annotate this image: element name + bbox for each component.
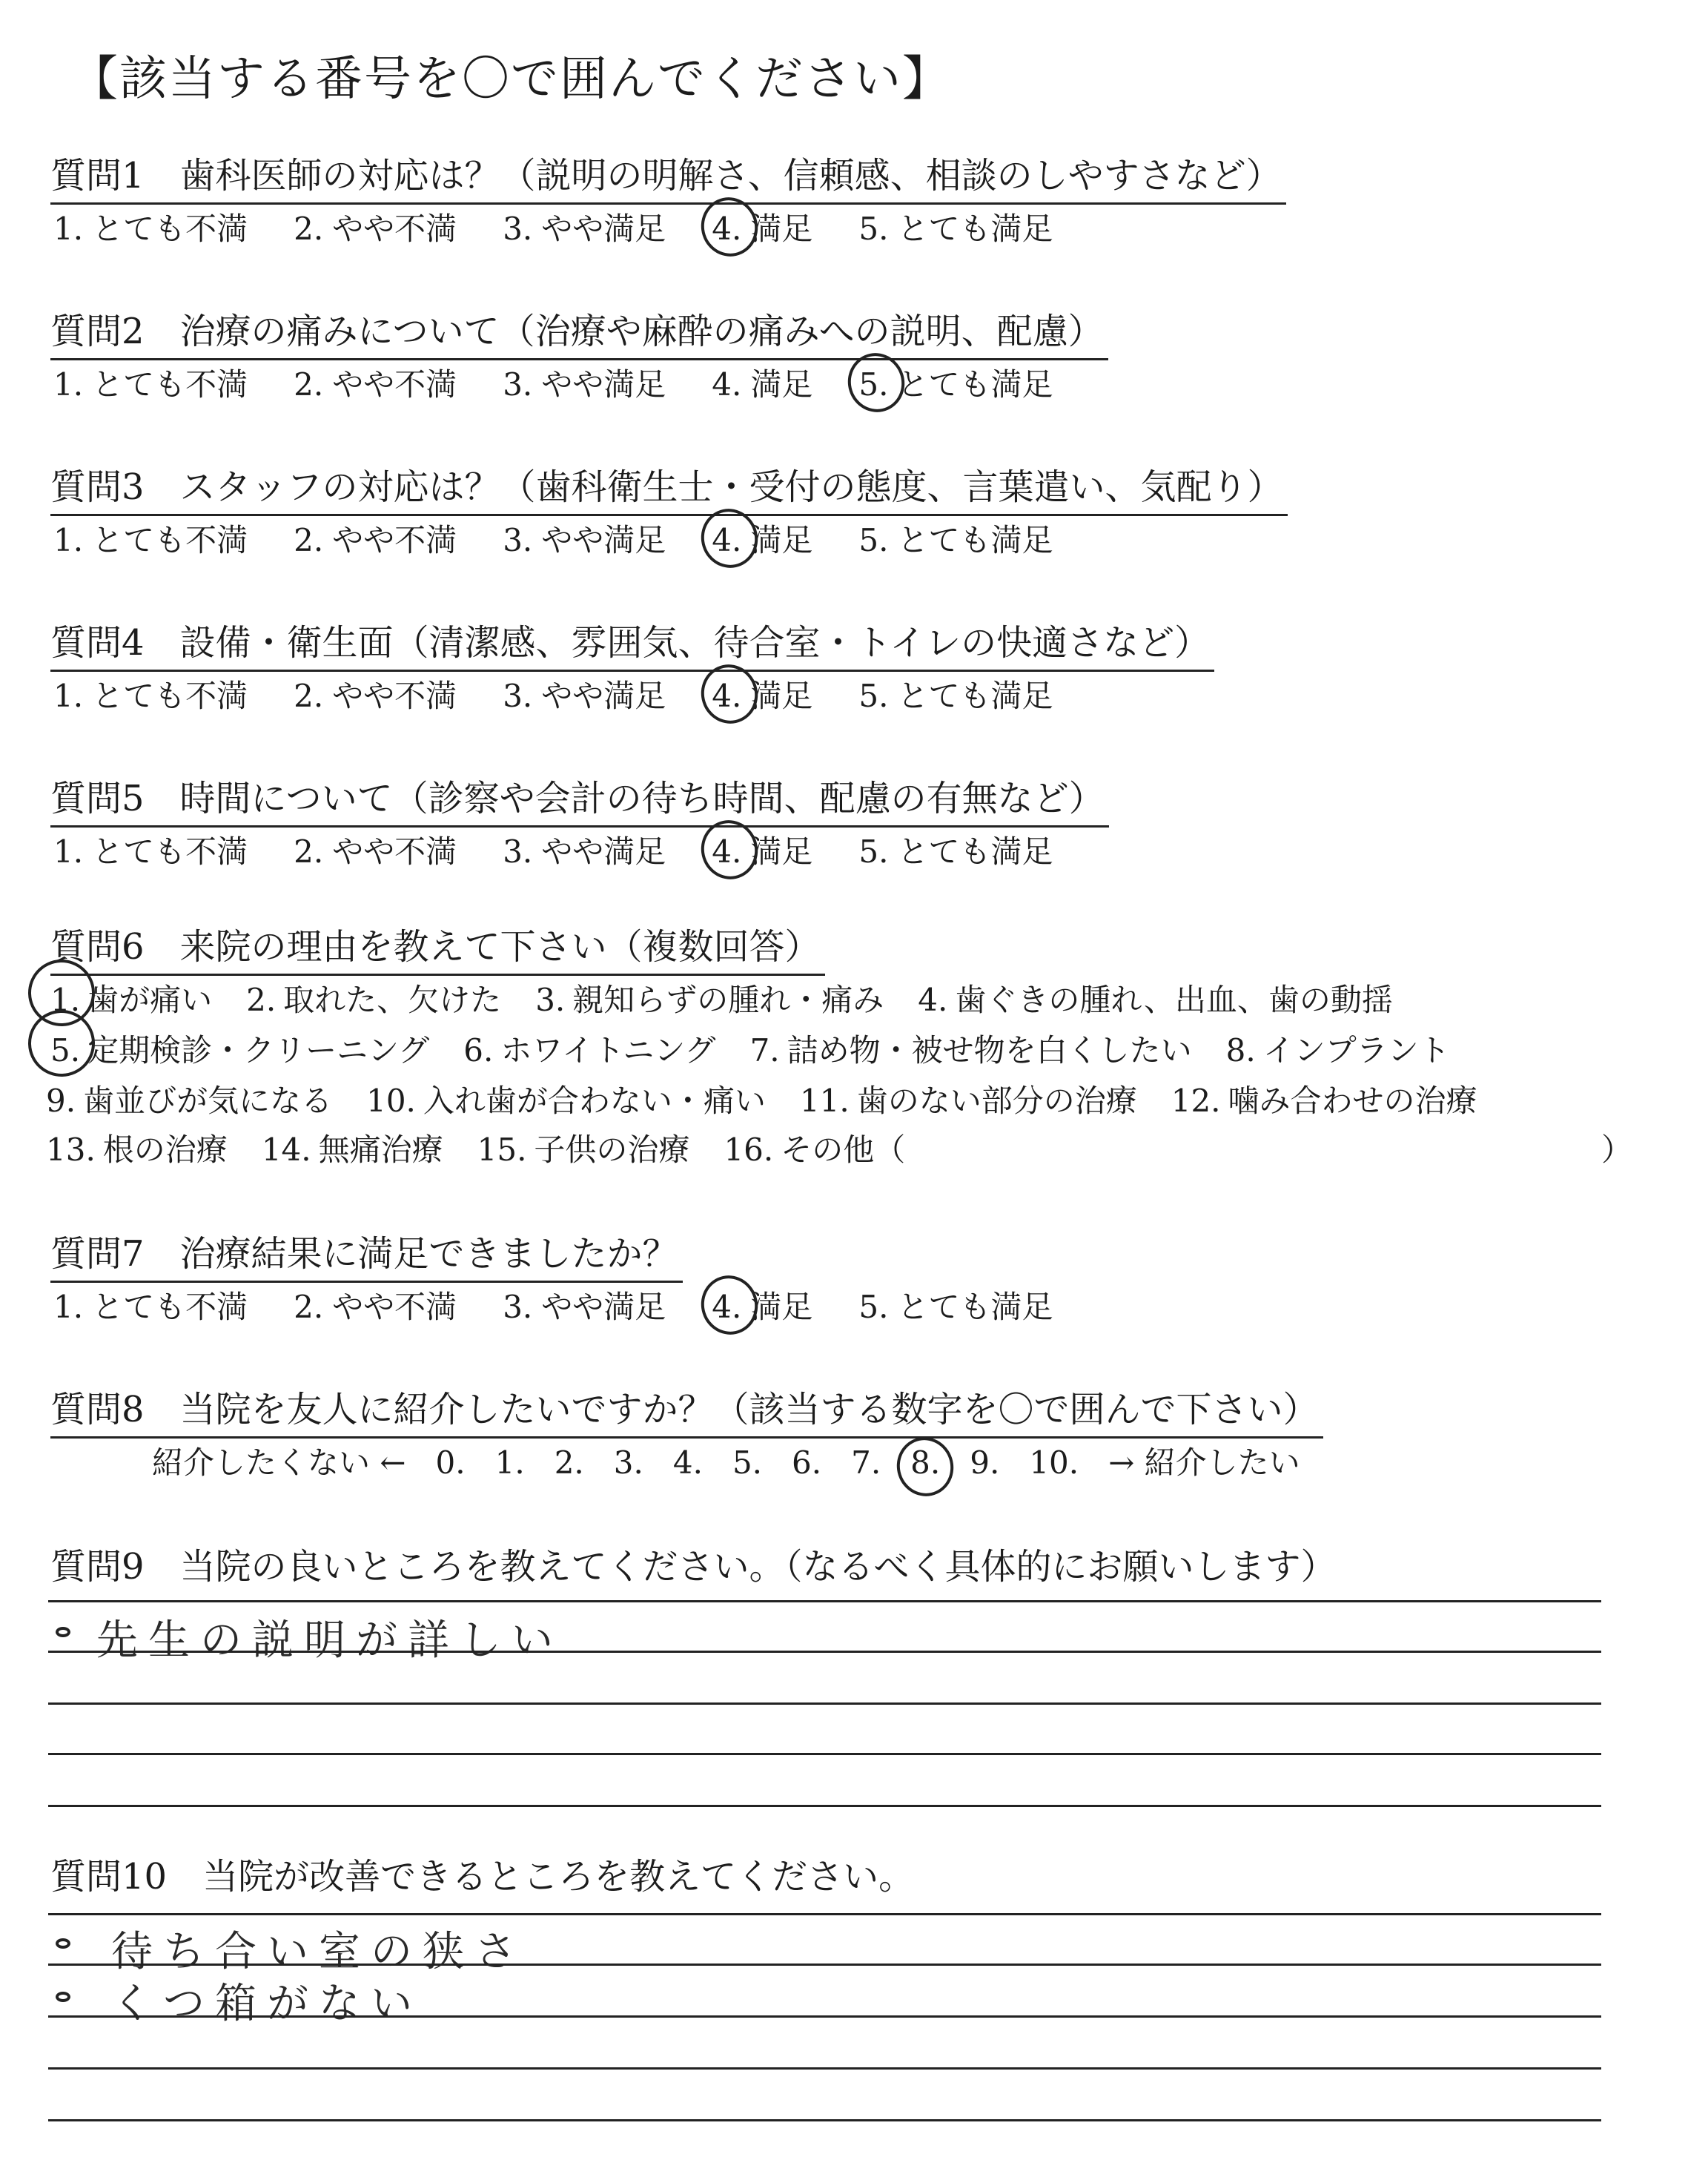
option-label: 満足	[750, 1289, 813, 1325]
option-label: インプラント	[1262, 1032, 1450, 1069]
scale-value: 8.	[910, 1444, 941, 1481]
option-number: 1.	[53, 678, 84, 714]
q1-title: 質問1 歯科医師の対応は？（説明の明解さ、信頼感、相談のしやすさなど）	[50, 147, 1286, 205]
q10-answer-1: 待ち合い室の狭さ	[111, 1928, 526, 1976]
option-number: 4.	[712, 366, 742, 403]
scale-option[interactable]	[1029, 1444, 1079, 1481]
q6-option[interactable]	[1226, 1026, 1450, 1071]
option-number: 3.	[503, 833, 533, 870]
q10-line-3	[48, 2015, 1601, 2018]
option-label: やや満足	[541, 366, 666, 403]
option-number: 13.	[46, 1132, 96, 1168]
hand-drawn-circle	[694, 1268, 766, 1342]
q8-title: 質問8 当院を友人に紹介したいですか？（該当する数字を〇で囲んで下さい）	[50, 1381, 1323, 1439]
option-label: 入れ歯が合わない・痛い	[423, 1083, 766, 1119]
q3-options	[53, 516, 1099, 561]
option-3[interactable]	[503, 360, 666, 405]
q9-line-3	[48, 1702, 1601, 1705]
q6-option[interactable]	[463, 1026, 715, 1071]
option-label: やや不満	[332, 366, 457, 403]
option-number: 2.	[294, 522, 324, 558]
option-label: やや満足	[541, 522, 666, 558]
option-number: 4.	[712, 1289, 742, 1325]
option-label: とても満足	[897, 678, 1053, 714]
scale-value: 7.	[851, 1444, 881, 1481]
q2-options	[53, 360, 1099, 405]
option-label: とても不満	[92, 366, 248, 403]
option-label: やや不満	[332, 211, 457, 247]
q6-option[interactable]	[46, 1126, 228, 1170]
option-number: 5.	[858, 211, 889, 247]
option-label: 満足	[750, 366, 813, 403]
option-label: とても不満	[92, 522, 248, 558]
option-1[interactable]	[53, 1283, 248, 1327]
q6-row	[50, 976, 1427, 1020]
q6-option[interactable]	[366, 1077, 766, 1121]
option-1[interactable]	[53, 672, 248, 716]
option-3[interactable]	[503, 516, 666, 561]
option-label: やや満足	[541, 678, 666, 714]
option-3[interactable]	[503, 672, 666, 716]
option-4[interactable]	[712, 205, 812, 249]
option-label: 歯が痛い	[87, 982, 213, 1018]
option-label: とても不満	[92, 211, 248, 247]
option-label: とても不満	[92, 678, 248, 714]
q6-option[interactable]	[1171, 1077, 1477, 1121]
q6-option[interactable]	[262, 1126, 443, 1170]
scale-value: 10.	[1029, 1444, 1079, 1481]
option-number: 1.	[53, 1289, 84, 1325]
q6-option[interactable]	[800, 1077, 1137, 1121]
option-label: やや満足	[541, 211, 666, 247]
scale-value: 5.	[732, 1444, 763, 1481]
q7-options	[53, 1283, 1099, 1327]
option-label: 定期検診・クリーニング	[87, 1032, 430, 1069]
scale-value: 1.	[494, 1444, 525, 1481]
scale-option[interactable]	[851, 1444, 881, 1481]
option-number: 14.	[261, 1132, 311, 1168]
q2-title: 質問2 治療の痛みについて（治療や麻酔の痛みへの説明、配慮）	[50, 303, 1108, 360]
option-number: 4.	[712, 522, 742, 558]
q10-bullet-1	[56, 1938, 70, 1949]
option-2[interactable]	[294, 205, 457, 249]
option-number: 4.	[712, 833, 742, 870]
option-number: 1.	[53, 833, 84, 870]
option-number: 5.	[858, 833, 889, 870]
option-1[interactable]	[53, 516, 248, 561]
q6-other-close: ）	[1601, 1132, 1633, 1168]
option-2[interactable]	[294, 672, 457, 716]
scale-value: 3.	[613, 1444, 643, 1481]
option-label: 歯のない部分の治療	[856, 1083, 1137, 1119]
option-label: 親知らずの腫れ・痛み	[572, 982, 884, 1018]
option-number: 2.	[246, 982, 277, 1018]
q5-options	[53, 828, 1099, 872]
option-label: 満足	[750, 211, 813, 247]
q4-title: 質問4 設備・衛生面（清潔感、雰囲気、待合室・トイレの快適さなど）	[50, 614, 1214, 672]
q10-line-1	[48, 1913, 1601, 1915]
option-number: 15.	[477, 1132, 527, 1168]
q9-line-4	[48, 1753, 1601, 1755]
q10-line-2	[48, 1964, 1601, 1966]
scale-option[interactable]	[614, 1444, 643, 1481]
option-number: 5.	[858, 522, 889, 558]
option-number: 16.	[724, 1132, 774, 1168]
option-label: その他（	[781, 1132, 906, 1168]
q6-row	[46, 1126, 939, 1170]
option-5[interactable]	[858, 360, 1053, 405]
option-1[interactable]	[53, 205, 248, 249]
page-title: 【該当する番号を〇で囲んでください】	[70, 52, 951, 107]
option-number: 1.	[50, 982, 81, 1018]
scale-value: 4.	[672, 1444, 703, 1481]
option-number: 3.	[503, 366, 533, 403]
q10-answer-2: くつ箱がない	[111, 1980, 423, 2028]
option-4[interactable]	[712, 516, 812, 561]
q5-title: 質問5 時間について（診察や会計の待ち時間、配慮の有無など）	[50, 770, 1109, 828]
scale-value: 0.	[435, 1444, 466, 1481]
option-label: 詰め物・被せ物を白くしたい	[787, 1032, 1192, 1069]
option-1[interactable]	[53, 828, 248, 872]
q9-line-5	[48, 1805, 1601, 1807]
option-4[interactable]	[712, 1283, 812, 1327]
scale-value: 2.	[554, 1444, 584, 1481]
option-number: 3.	[503, 522, 533, 558]
option-number: 1.	[53, 366, 84, 403]
option-label: やや不満	[332, 833, 457, 870]
q6-option[interactable]	[50, 1026, 429, 1071]
q1-options	[53, 205, 1099, 249]
q9-line-2	[48, 1651, 1601, 1653]
option-5[interactable]	[858, 672, 1053, 716]
option-2[interactable]	[294, 360, 457, 405]
option-number: 6.	[463, 1032, 494, 1069]
scale-right-label: → 紹介したい	[1108, 1444, 1300, 1481]
q6-option[interactable]	[46, 1077, 332, 1121]
option-label: とても不満	[92, 833, 248, 870]
q7-title: 質問7 治療結果に満足できましたか？	[50, 1225, 683, 1283]
scale-left-label: 紹介したくない ←	[152, 1444, 406, 1481]
scale-option[interactable]	[495, 1444, 525, 1481]
option-label: 子供の治療	[534, 1132, 690, 1168]
option-number: 11.	[799, 1083, 850, 1119]
option-number: 4.	[712, 678, 742, 714]
q6-option[interactable]	[724, 1126, 905, 1170]
option-1[interactable]	[53, 360, 248, 405]
option-number: 2.	[294, 211, 324, 247]
q6-title: 質問6 来院の理由を教えて下さい（複数回答）	[50, 918, 825, 976]
scale-value: 9.	[970, 1444, 1000, 1481]
option-number: 2.	[294, 833, 324, 870]
option-label: とても満足	[897, 366, 1053, 403]
q6-option[interactable]	[246, 976, 501, 1020]
q6-option[interactable]	[535, 976, 884, 1020]
option-3[interactable]	[503, 1283, 666, 1327]
scale-option[interactable]	[910, 1444, 940, 1481]
q8-scale	[152, 1439, 1330, 1483]
q10-title: 質問10 当院が改善できるところを教えてください。	[50, 1856, 915, 1898]
option-4[interactable]	[712, 360, 812, 405]
option-number: 1.	[53, 211, 84, 247]
option-label: とても満足	[897, 211, 1053, 247]
q9-line-1	[48, 1600, 1601, 1602]
q9-title: 質問9 当院の良いところを教えてください。（なるべく具体的にお願いします）	[50, 1546, 1337, 1588]
option-label: 取れた、欠けた	[283, 982, 502, 1018]
option-number: 4.	[918, 982, 948, 1018]
option-label: 噛み合わせの治療	[1228, 1083, 1477, 1119]
option-label: 根の治療	[102, 1132, 228, 1168]
option-number: 3.	[503, 678, 533, 714]
option-5[interactable]	[858, 516, 1053, 561]
q9-bullet	[56, 1627, 70, 1637]
scale-option[interactable]	[555, 1444, 584, 1481]
option-label: とても満足	[897, 522, 1053, 558]
scale-option[interactable]	[792, 1444, 821, 1481]
option-label: 満足	[750, 678, 813, 714]
option-number: 3.	[535, 982, 566, 1018]
q6-option[interactable]	[477, 1126, 690, 1170]
option-5[interactable]	[858, 1283, 1053, 1327]
option-number: 8.	[1225, 1032, 1256, 1069]
option-number: 2.	[294, 366, 324, 403]
option-3[interactable]	[503, 205, 666, 249]
q6-option[interactable]	[918, 976, 1393, 1020]
q10-bullet-2	[56, 1992, 70, 2002]
option-4[interactable]	[712, 672, 812, 716]
option-5[interactable]	[858, 205, 1053, 249]
option-label: やや不満	[332, 1289, 457, 1325]
option-number: 7.	[749, 1032, 780, 1069]
option-number: 2.	[294, 1289, 324, 1325]
q9-answer-1: 先生の説明が詳しい	[96, 1616, 563, 1665]
option-label: とても満足	[897, 1289, 1053, 1325]
option-label: とても満足	[897, 833, 1053, 870]
option-2[interactable]	[294, 516, 457, 561]
q6-row	[50, 1026, 1484, 1071]
scale-option[interactable]	[732, 1444, 762, 1481]
option-number: 3.	[503, 211, 533, 247]
option-number: 1.	[53, 522, 84, 558]
q3-title: 質問3 スタッフの対応は？（歯科衛生士・受付の態度、言葉遣い、気配り）	[50, 458, 1288, 516]
option-number: 5.	[858, 366, 889, 403]
q10-line-4	[48, 2067, 1601, 2070]
q10-line-5	[48, 2119, 1601, 2121]
option-label: ホワイトニング	[500, 1032, 716, 1069]
option-label: 満足	[750, 522, 813, 558]
option-number: 9.	[46, 1083, 76, 1119]
option-label: やや不満	[332, 678, 457, 714]
scale-option[interactable]	[436, 1444, 466, 1481]
option-label: とても不満	[92, 1289, 248, 1325]
option-number: 5.	[50, 1032, 81, 1069]
option-label: 歯ぐきの腫れ、出血、歯の動揺	[955, 982, 1393, 1018]
q6-option[interactable]	[750, 1026, 1192, 1071]
option-number: 2.	[294, 678, 324, 714]
hand-drawn-circle	[890, 1430, 961, 1504]
option-label: やや不満	[332, 522, 457, 558]
option-number: 12.	[1171, 1083, 1221, 1119]
option-label: 無痛治療	[318, 1132, 443, 1168]
option-label: やや満足	[541, 1289, 666, 1325]
option-number: 4.	[712, 211, 742, 247]
option-number: 3.	[503, 1289, 533, 1325]
option-3[interactable]	[503, 828, 666, 872]
option-2[interactable]	[294, 828, 457, 872]
option-number: 5.	[858, 678, 889, 714]
option-label: やや満足	[541, 833, 666, 870]
option-label: 満足	[750, 833, 813, 870]
option-4[interactable]	[712, 828, 812, 872]
option-2[interactable]	[294, 1283, 457, 1327]
scale-option[interactable]	[673, 1444, 703, 1481]
option-number: 10.	[366, 1083, 416, 1119]
scale-value: 6.	[792, 1444, 822, 1481]
option-label: 歯並びが気になる	[83, 1083, 333, 1119]
q4-options	[53, 672, 1099, 716]
option-5[interactable]	[858, 828, 1053, 872]
q6-row	[46, 1077, 1512, 1121]
scale-option[interactable]	[970, 1444, 999, 1481]
option-number: 5.	[858, 1289, 889, 1325]
